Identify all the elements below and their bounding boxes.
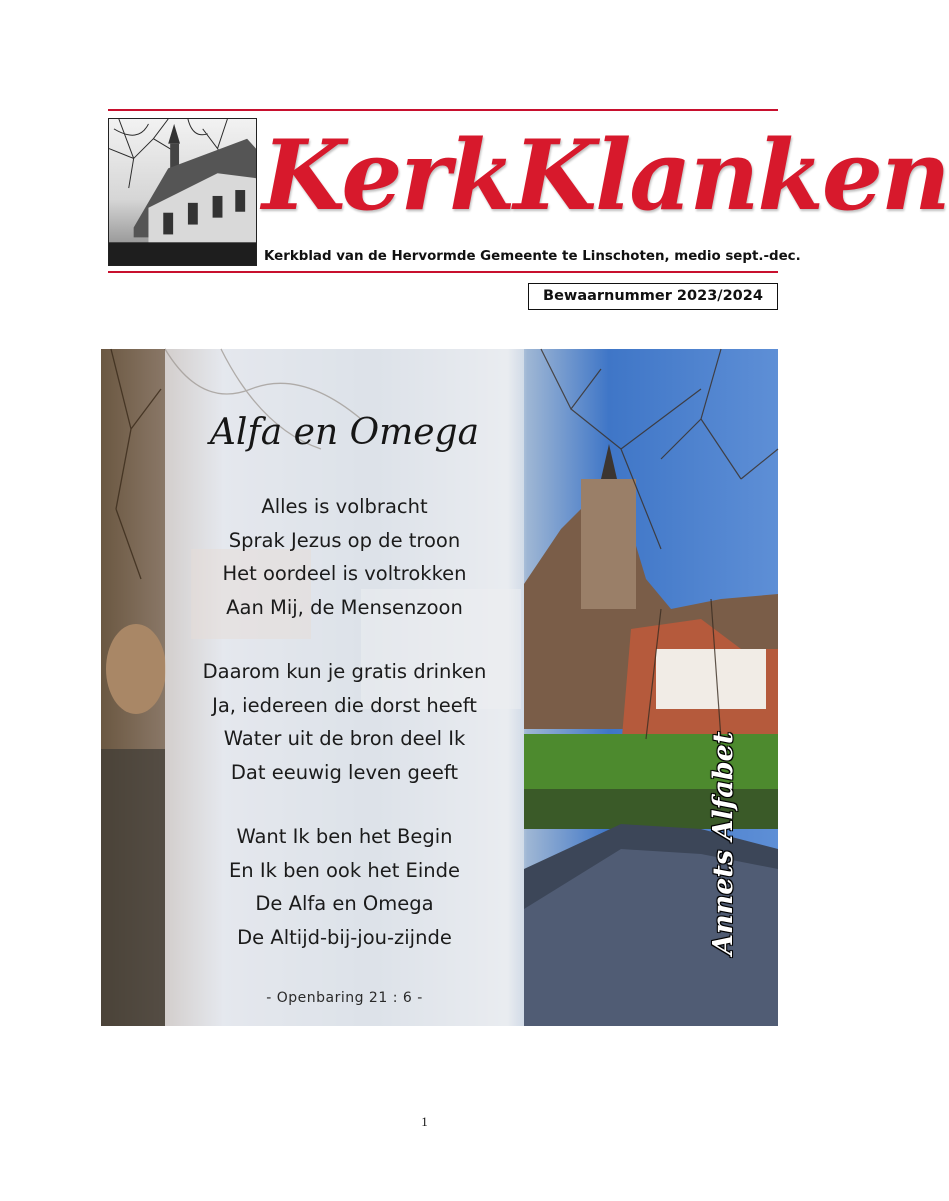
poem-line: Daarom kun je gratis drinken bbox=[202, 660, 487, 683]
issue-label: Bewaarnummer 2023/2024 bbox=[528, 283, 778, 310]
poem-line: Het oordeel is voltrokken bbox=[222, 562, 467, 585]
poem-line: Water uit de bron deel Ik bbox=[223, 727, 466, 750]
masthead-subtitle: Kerkblad van de Hervormde Gemeente te Linschoten, medio sept.-dec. bbox=[264, 249, 801, 264]
poem-stanza-1 bbox=[165, 490, 524, 624]
poem-line: De Alfa en Omega bbox=[255, 892, 434, 915]
poem-stanza-3 bbox=[165, 820, 524, 954]
poem-line: De Altijd-bij-jou-zijnde bbox=[237, 925, 452, 949]
poem-line: En Ik ben ook het Einde bbox=[228, 858, 461, 882]
masthead-title: KerkKlanken bbox=[262, 119, 949, 232]
cover-image bbox=[101, 349, 778, 1026]
poem-line: Sprak Jezus op de troon bbox=[228, 528, 461, 552]
page-number: 1 bbox=[421, 1114, 428, 1129]
masthead-top-rule bbox=[108, 109, 778, 111]
poem-line: Alles is volbracht bbox=[261, 495, 428, 518]
poem-line: Ja, iedereen die dorst heeft bbox=[212, 693, 477, 717]
poem-line: Aan Mij, de Mensenzoon bbox=[226, 595, 463, 619]
poem-stanza-2 bbox=[165, 655, 524, 789]
column-name: Annets Alfabet bbox=[708, 731, 739, 955]
poem-line: Dat eeuwig leven geeft bbox=[230, 760, 459, 784]
masthead-bottom-rule bbox=[108, 271, 778, 273]
church-photo bbox=[108, 118, 257, 266]
poem-line: Want Ik ben het Begin bbox=[236, 825, 453, 848]
poem-title: Alfa en Omega bbox=[209, 412, 480, 453]
bible-reference: - Openbaring 21 : 6 - bbox=[266, 990, 423, 1006]
